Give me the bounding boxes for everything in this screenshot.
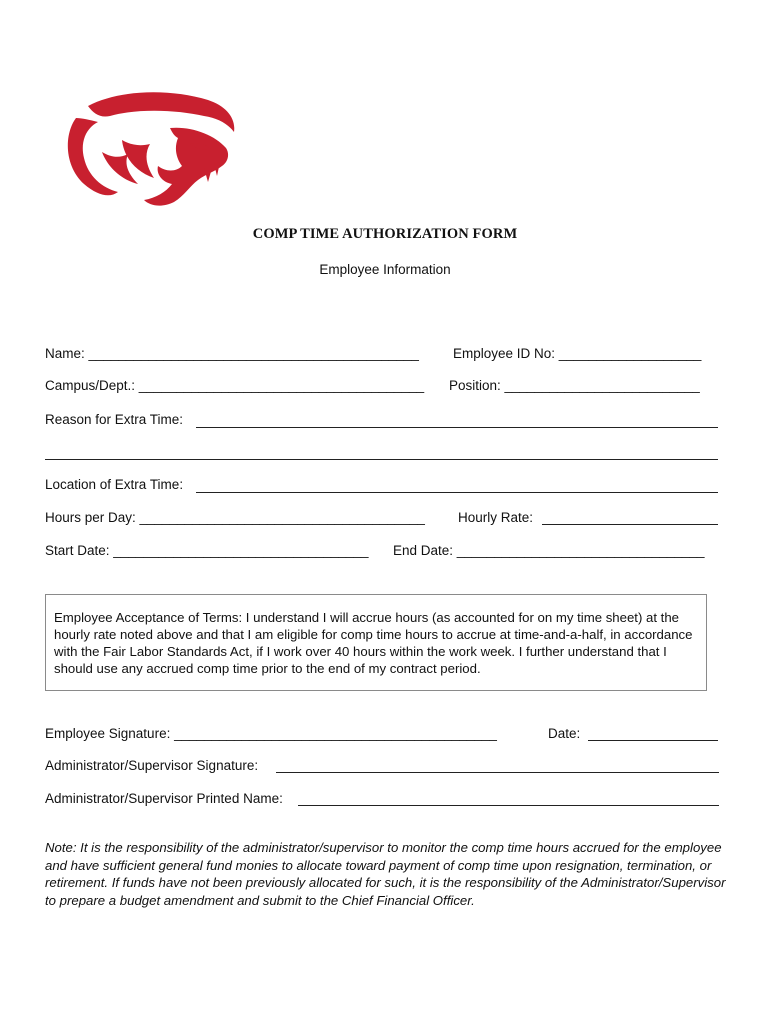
location-label: Location of Extra Time: — [45, 477, 184, 492]
hourly-rate-line[interactable] — [542, 524, 718, 525]
terms-box — [45, 594, 707, 691]
reason-line[interactable] — [196, 427, 718, 428]
employee-signature-field[interactable]: Employee Signature: ___________________________________________ — [45, 726, 497, 741]
reason-label: Reason for Extra Time: — [45, 412, 184, 427]
hourly-rate-label: Hourly Rate: — [458, 510, 534, 525]
reason-line-2[interactable] — [45, 459, 718, 460]
employee-id-field[interactable]: Employee ID No: ___________________ — [453, 346, 702, 361]
supervisor-signature-line[interactable] — [276, 772, 719, 773]
form-subtitle: Employee Information — [319, 262, 451, 277]
signature-date-label: Date: — [548, 726, 581, 741]
supervisor-printed-name-line[interactable] — [298, 805, 719, 806]
name-field[interactable]: Name: ____________________________________________ — [45, 346, 419, 361]
position-field[interactable]: Position: __________________________ — [449, 378, 700, 393]
responsibility-note: Note: It is the responsibility of the administrator/supervisor to monitor the comp time hours accrued for the employee and have sufficient general fund monies to allocate toward payment of comp time upon resignation, termination, or retirement. If funds have not been previously allocated for such, it is the responsibility of the Administrator/Supervisor to prepare a budget amendment and submit to the Chief Financial Officer. — [45, 840, 726, 908]
location-line[interactable] — [196, 492, 718, 493]
supervisor-printed-name-label: Administrator/Supervisor Printed Name: — [45, 791, 283, 806]
cougar-logo-icon — [58, 88, 238, 210]
supervisor-signature-label: Administrator/Supervisor Signature: — [45, 758, 259, 773]
hours-per-day-field[interactable]: Hours per Day: ______________________________________ — [45, 510, 425, 525]
terms-text: Employee Acceptance of Terms: I understand I will accrue hours (as accounted for on my time sheet) at the hourly rate noted above and that I am eligible for comp time hours to accrue at time-and-a-half, in accordance with the Fair Labor Standards Act, if I work over 40 hours within the work week. I further understand that I should use any accrued comp time prior to the end of my contract period. — [54, 610, 693, 676]
end-date-field[interactable]: End Date: _________________________________ — [393, 543, 705, 558]
form-title: COMP TIME AUTHORIZATION FORM — [252, 226, 518, 242]
signature-date-line[interactable] — [588, 740, 718, 741]
campus-dept-field[interactable]: Campus/Dept.: ______________________________________ — [45, 378, 425, 393]
start-date-field[interactable]: Start Date: __________________________________ — [45, 543, 369, 558]
